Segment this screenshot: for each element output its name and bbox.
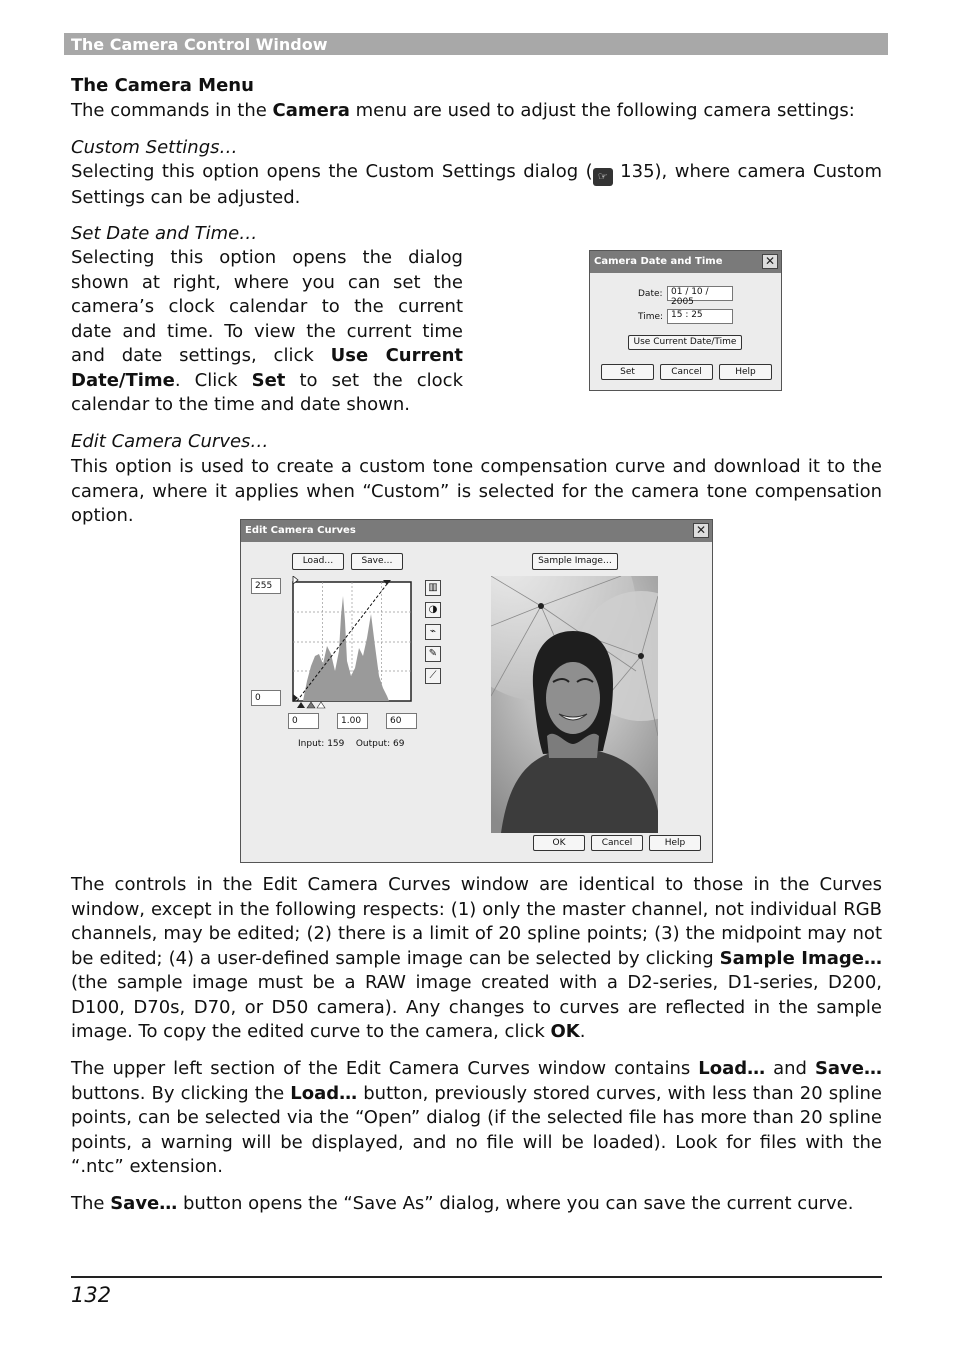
cancel-button[interactable]: Cancel [660,364,713,380]
input-output-readout: Input: 159 Output: 69 [298,739,405,749]
curve-graph[interactable] [289,576,415,712]
gamma-triangle [307,702,315,708]
date-time-dialog-titlebar: Camera Date and Time [590,251,781,273]
eyedropper-icon[interactable]: ⌁ [425,624,441,640]
sample-image [491,576,658,833]
intro-paragraph: The commands in the Camera menu are used to adjust the following camera settings: [71,100,855,121]
date-field[interactable]: 01 / 10 / 2005 [667,286,733,301]
histogram-icon[interactable]: ▥ [425,580,441,596]
custom-settings-text: Selecting this option opens the Custom Settings dialog ( ☞ 135), where camera Custom Settings can be adjusted. [71,161,882,208]
page-number: 132 [71,1283,112,1307]
black-point-field[interactable]: 0 [288,713,319,729]
black-point-triangle [297,702,305,708]
pencil-icon[interactable]: ✎ [425,646,441,662]
cancel-button[interactable]: Cancel [591,835,643,851]
output-min-field[interactable]: 0 [251,690,281,706]
contrast-icon[interactable]: ◑ [425,602,441,618]
gamma-field[interactable]: 1.00 [337,713,368,729]
time-label: Time: [638,312,664,322]
close-icon[interactable]: ✕ [762,254,778,269]
sample-image-button[interactable]: Sample Image… [532,553,618,570]
date-label: Date: [638,289,663,299]
custom-settings-title: Custom Settings… [71,137,238,158]
curves-dialog-titlebar: Edit Camera Curves [241,520,712,542]
running-header [64,33,888,55]
help-button[interactable]: Help [649,835,701,851]
output-max-field[interactable]: 255 [251,578,281,594]
edit-camera-curves-dialog [240,519,713,863]
load-button[interactable]: Load… [292,553,344,570]
set-button[interactable]: Set [601,364,654,380]
reset-curve-icon[interactable]: ⟋ [425,668,441,684]
load-save-paragraph: The upper left section of the Edit Camera Curves window contains Load… and Save… buttons. By clicking the Load… button, previously stored curves, with less than 20 spline points, can be selected via the “Open” dialog (if the selected file has more than 20 spline points, a warning will be displayed, and no file will be loaded). Look for files with the “.ntc” extension. [71,1058,882,1177]
footer-rule [71,1276,882,1278]
close-icon[interactable]: ✕ [693,523,709,538]
section-heading: The Camera Menu [71,75,254,96]
date-time-dialog [589,250,782,391]
use-current-date-time-button[interactable]: Use Current Date/Time [628,335,742,350]
white-point-triangle [317,702,325,708]
date-time-title: Set Date and Time… [71,223,258,244]
curves-title: Edit Camera Curves… [71,431,269,452]
white-point-field[interactable]: 60 [386,713,417,729]
save-button[interactable]: Save… [351,553,403,570]
curves-text: This option is used to create a custom tone compensation curve and download it to the camera, where it applies when “Custom” is selected for the camera tone compensation option. [71,456,882,526]
running-header-title: The Camera Control Window [71,35,328,54]
date-time-text: Selecting this option opens the dialog shown at right, where you can set the camera’s clock calendar to the current date and time. To view the current time and date settings, click Use Current Date/Time. Click Set to set the clock calendar to the time and date shown. [71,247,463,415]
ok-button[interactable]: OK [533,835,585,851]
help-button[interactable]: Help [719,364,772,380]
reference-icon: ☞ [593,168,613,186]
time-field[interactable]: 15 : 25 [667,309,733,324]
differences-paragraph: The controls in the Edit Camera Curves window are identical to those in the Curves window, except in the following respects: (1) only the master channel, not individual RGB channels, may be edited; (2) there is a limit of 20 spline points; (3) the midpoint may not be edited; (4) a user-defined sample image can be selected by clicking Sample Image… (the sample image must be a RAW image created with a D2-series, D1-series, D200, D100, D70s, D70, or D50 camera). Any changes to curves are reflected in the sample image. To copy the edited curve to the camera, click OK. [71,874,882,1042]
save-paragraph: The Save… button opens the “Save As” dialog, where you can save the current curve. [71,1193,854,1214]
